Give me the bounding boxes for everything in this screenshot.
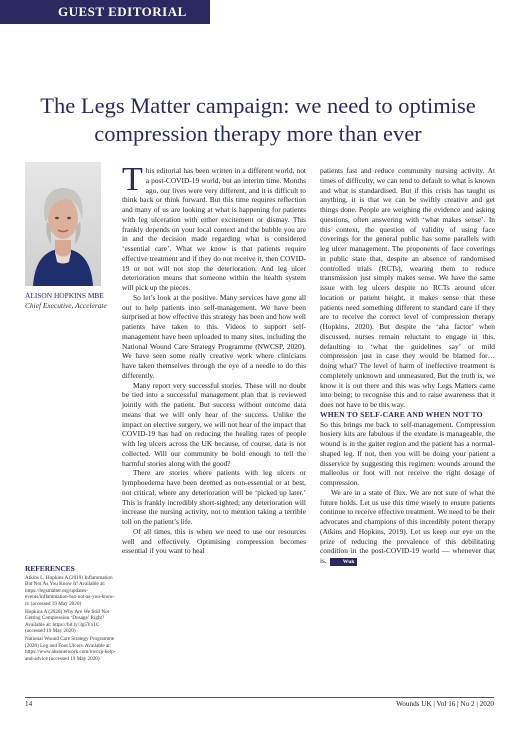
paragraph-text: his editorial has been written in a different world, not a post-COVID-19 world, but an interim time. Months ago, our lives were very different, and it is difficult to think back or think forward. But this time requires reflection and many of us are looking at what is happening for patients with leg ulceration with either excitement or dismay. This frankly depends on your local context and the bubble you are in and the decision made regarding what is considered ‘essential care’. What we know is that patients require effective treatment and if they do not receive it, then COVID-19 or not will not stop the deterioration. And leg ulcer deterioration means that someone within the health system will pick up the pieces.: [122, 166, 306, 292]
paragraph: So let’s look at the positive. Many services have gone all out to help patients into self-management. We have been surprised at how effective this strategy has been and how well patients have taken to this. Videos to support self-management have been uploaded to many sites, including the National Wound Care Strategy Programme (NWCSP, 2020). We have seen some really creative work where clinicians have taken themselves through the eye of a needle to do this differently.: [122, 292, 306, 380]
paragraph: So this brings me back to self-management. Compression hosiery kits are fabulous if the exudate is manageable, the wound is in the gaiter region and the patient has a normal-shaped leg. If not, then you will be doing your patient a disservice by suggesting this regimen: wounds around the malleolus or foot will not receive the right dosage of compression.: [320, 419, 495, 487]
body-column-2: [320, 166, 495, 566]
author-photo: [25, 162, 101, 286]
end-mark-badge: Wuk: [330, 558, 357, 566]
journal-info: Wounds UK | Vol 16 | No 2 | 2020: [396, 700, 494, 708]
footer-rule: [25, 697, 494, 698]
references-heading: REFERENCES: [25, 564, 75, 573]
body-column-1: [122, 161, 306, 556]
author-block: [25, 291, 110, 311]
article-title: The Legs Matter campaign: we need to optimise compression therapy more than ever: [40, 93, 476, 146]
paragraph: [122, 161, 306, 293]
paragraph: Of all times, this is when we need to use our resources well and effectively. Optimising compression becomes essential if you want to heal: [122, 526, 306, 556]
reference-item: Hopkins A (2020) Why Are We Still Not Getting Compression ‘Dosage’ Right? Available at: https://bit.ly/3g5Yx1C (accessed 19 May 2020): [25, 608, 110, 635]
paragraph-text: We are in a state of flux. We are not sure of what the future holds. Let us use this time wisely to ensure patients continue to receive effective treatment. We need to be their advocates and champions of this incredibly potent therapy (Atkins and Hopkins, 2019). Let us keep our eye on the prize of reducing the prevalence of this debilitating condition in the post-COVID-19 world — whenever that is.: [320, 487, 495, 565]
reference-item: National Wound Care Strategy Programme (2020) Leg and Foot Ulcers. Available at: https://www.ahsnnetwork.com/nwcsp-help-and-advice (accessed 19 May 2020): [25, 635, 116, 662]
paragraph: patients fast and reduce community nursing activity. At times of difficulty, we can tend to default to what is known and what is standardised. But if this crisis has taught us anything, it is that we can be swiftly creative and get things done. People are weighing the evidence and asking questions, often answering with ‘what makes sense’. In this context, the question of validity of using face coverings for the general public has some parallels with leg ulcer management. The proponents of face coverings in public state that, despite an absence of randomised controlled trials (RCTs), wearing them to reduce transmission just simply makes sense. We have the same issue with leg ulcers despite no RCTs around ulcer location or patient height, it makes sense that these patients need something different to standard care if they are to receive the correct level of compression therapy (Hopkins, 2020). But despite the ‘aha factor’ when discussed, nurses remain reluctant to engage in this, defaulting to ‘what the guidelines say’ or mild compression just in case they would be blamed for… doing what? The level of harm of ineffective treatment is completely unknown and unmeasured. But the truth is, we know it is out there and this was why Legs Matters came into being; to recognise this and to raise awareness that it does not have to be this way.: [320, 166, 495, 409]
reference-item: Atkins L, Hopkins A (2019) Inflammation But Not As You Know It! Available at: https://legsmatter.org/updates-events/inflammation-but-not-as-you-know-it/ (accessed 19 May 2020): [25, 574, 115, 607]
section-subheading: WHEN TO SELF-CARE AND WHEN NOT TO: [320, 409, 483, 419]
section-label: GUEST EDITORIAL: [58, 4, 187, 19]
author-role: Chief Executive, Accelerate: [25, 301, 107, 310]
paragraph: Many report very successful stories. These will no doubt be tied into a successful management plan that is reviewed jointly with the patient. But success without outcome data means that we will only hear of the success. Unlike the impact on elective surgery, we will not hear of the impact that COVID-19 has had on reducing the healing rates of people with leg ulcers across the UK because, of course, data is not collected. Will our community be bold enough to tell the harmful stories along with the good?: [122, 380, 306, 468]
page-number: 14: [25, 700, 33, 708]
paragraph: [320, 488, 495, 566]
references-block: [25, 566, 117, 663]
author-name: ALISON HOPKINS MBE: [25, 291, 104, 300]
paragraph: There are stories where patients with leg ulcers or lymphoedema have been deemed as non-essential or at best, not critical, where any deterioration will be ‘picked up later.’ This is frankly incredibly short-sighted; any deterioration will increase the nursing activity, not to mention taking a terrible toll on the patient’s life.: [122, 468, 306, 526]
section-banner: [0, 0, 210, 24]
drop-cap: T: [122, 161, 143, 198]
author-portrait-image: [25, 162, 101, 286]
